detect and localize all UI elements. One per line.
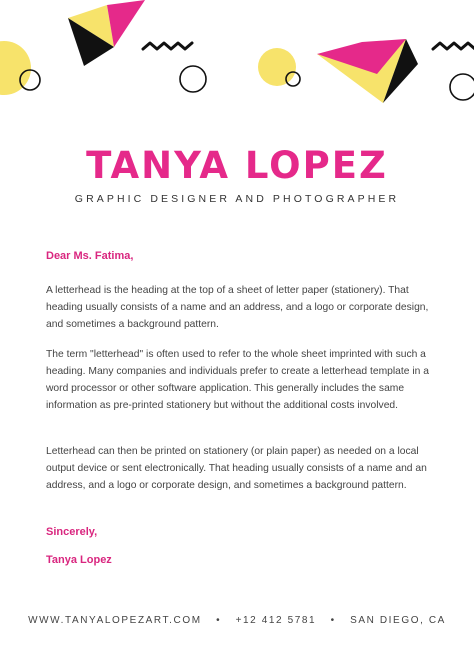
pyramid-shape-left	[68, 0, 145, 66]
footer-separator: •	[330, 615, 336, 626]
letter-paragraph-2: The term "letterhead" is often used to refer to the whole sheet imprinted with such a heading. Many companies and individuals prefer to create a letterhead template in a word processor or other software application. This generally includes the same information as pre-printed stationery but without the additional costs involved.	[46, 349, 429, 411]
memphis-decoration	[0, 0, 474, 130]
footer-phone[interactable]: +12 412 5781	[235, 615, 317, 626]
letter-signer: Tanya Lopez	[46, 554, 112, 566]
pyramid-shape-right	[317, 39, 418, 103]
footer-location: SAN DIEGO, CA	[350, 615, 446, 626]
footer-website[interactable]: WWW.TANYALOPEZART.COM	[28, 615, 202, 626]
letter-closing: Sincerely,	[46, 526, 98, 538]
job-subtitle: GRAPHIC DESIGNER AND PHOTOGRAPHER	[74, 193, 400, 205]
footer-separator: •	[216, 615, 222, 626]
letter-paragraph-1: A letterhead is the heading at the top of a sheet of letter paper (stationery). That heading usually consists of a name and an address, and a logo or corporate design, and sometimes a background pattern.	[46, 285, 429, 330]
yellow-circle-middle	[258, 48, 296, 86]
zigzag-right	[433, 43, 474, 49]
outline-circle-right	[450, 74, 474, 100]
page-title: TANYA LOPEZ	[86, 144, 388, 187]
contact-footer	[0, 614, 474, 628]
outline-circle-middle	[180, 66, 206, 92]
zigzag-left	[143, 43, 192, 49]
yellow-circle-left	[0, 41, 31, 95]
letter-greeting: Dear Ms. Fatima,	[46, 250, 134, 262]
letter-paragraph-3: Letterhead can then be printed on stationery (or plain paper) as needed on a local output device or sent electronically. That heading usually consists of a name and an address, and a logo or corporate design, and sometimes a background pattern.	[46, 446, 427, 491]
